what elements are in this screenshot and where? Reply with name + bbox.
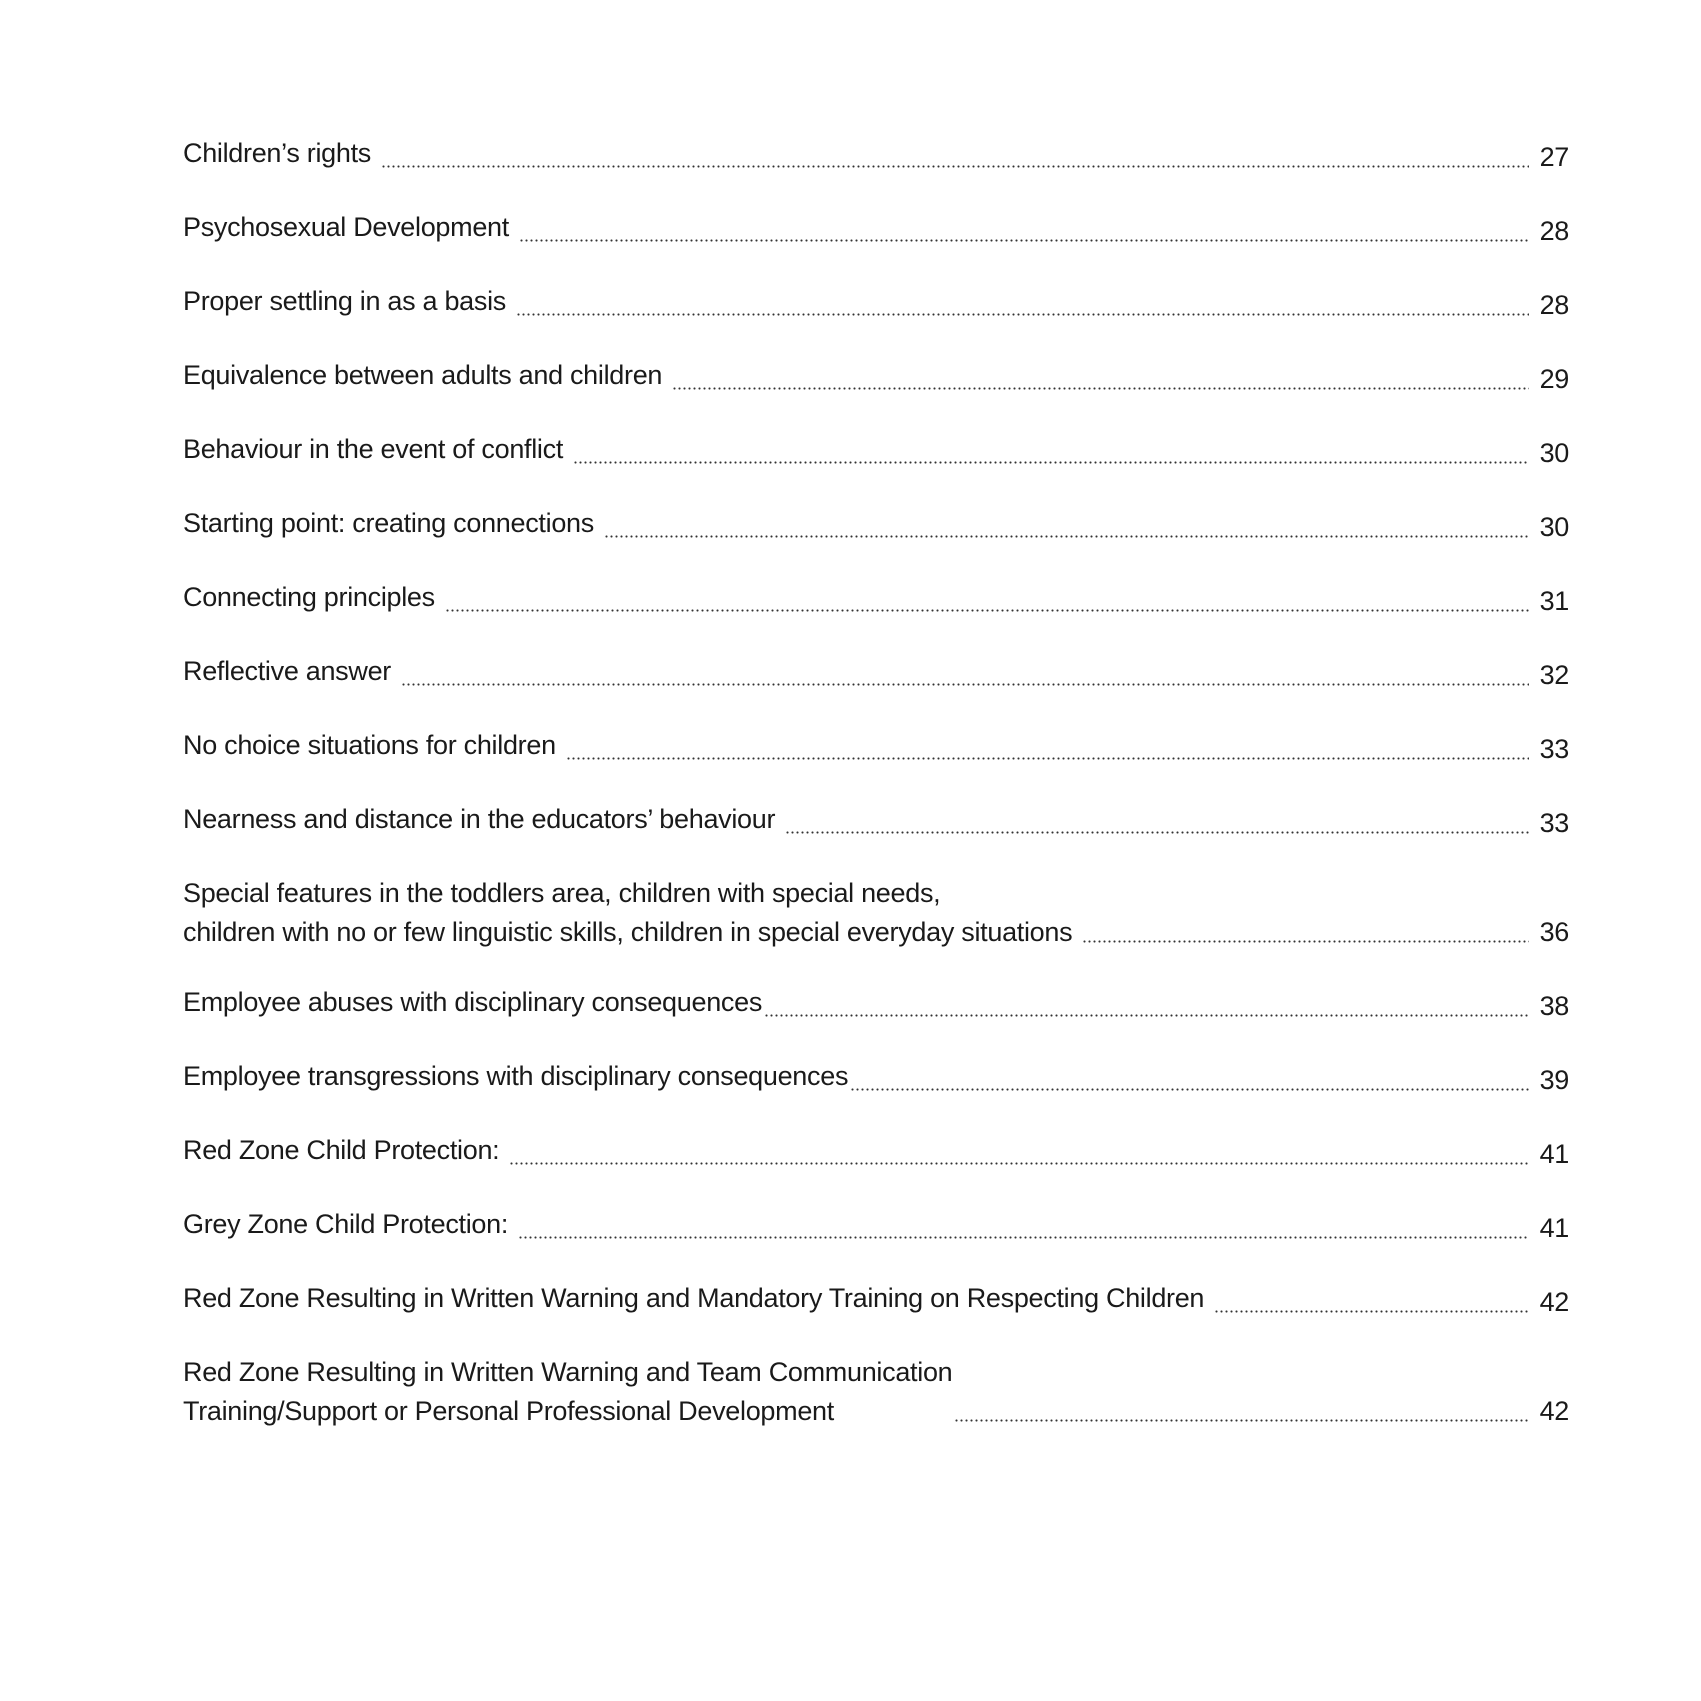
- dot-leader: [1082, 915, 1529, 950]
- toc-entry[interactable]: [183, 876, 1569, 950]
- toc-entry-title-line: No choice situations for children: [183, 730, 556, 760]
- toc-page-number: 28: [1539, 216, 1569, 246]
- toc-entry[interactable]: [183, 1059, 1569, 1098]
- toc-page-number: 41: [1539, 1139, 1569, 1169]
- toc-entry-title-line: Grey Zone Child Protection:: [183, 1209, 509, 1239]
- dot-leader: [509, 1137, 1529, 1172]
- dot-leader: [516, 288, 1529, 323]
- toc-entry[interactable]: [183, 432, 1569, 471]
- toc-entry[interactable]: [183, 985, 1569, 1024]
- toc-entry[interactable]: [183, 506, 1569, 545]
- toc-page-number: 27: [1539, 142, 1569, 172]
- dot-leader: [1214, 1285, 1529, 1320]
- dot-leader: [954, 1394, 1529, 1429]
- toc-entry[interactable]: [183, 1281, 1569, 1320]
- toc-entry-title: [183, 1207, 508, 1246]
- toc-entry-title-line: Proper settling in as a basis: [183, 286, 506, 316]
- toc-entry-title: [183, 802, 775, 841]
- dot-leader: [401, 658, 1529, 693]
- toc-entry-title-line: Nearness and distance in the educators’ behaviour: [183, 804, 776, 834]
- toc-page-number: 28: [1539, 290, 1569, 320]
- table-of-contents: [183, 136, 1569, 1464]
- toc-entry[interactable]: [183, 1133, 1569, 1172]
- toc-entry[interactable]: [183, 728, 1569, 767]
- toc-entry[interactable]: [183, 284, 1569, 323]
- toc-entry-title-line: Equivalence between adults and children: [183, 360, 663, 390]
- dot-leader: [785, 806, 1529, 841]
- dot-leader: [672, 362, 1529, 397]
- toc-entry-title: [183, 210, 509, 249]
- toc-entry-title-line: Red Zone Resulting in Written Warning and Mandatory Training on Respecting Children: [183, 1283, 1205, 1313]
- toc-entry[interactable]: [183, 210, 1569, 249]
- dot-leader: [850, 1063, 1529, 1098]
- dot-leader: [566, 732, 1529, 767]
- dot-leader: [604, 510, 1529, 545]
- toc-entry-title-line: Training/Support or Personal Professional Development: [183, 1396, 834, 1426]
- toc-page-number: 33: [1539, 808, 1569, 838]
- toc-page-number: 42: [1539, 1287, 1569, 1317]
- toc-entry-title: [183, 506, 594, 545]
- toc-entry[interactable]: [183, 1207, 1569, 1246]
- toc-page-number: 33: [1539, 734, 1569, 764]
- toc-entry-title-line: Starting point: creating connections: [183, 508, 594, 538]
- toc-entry-title-line: Reflective answer: [183, 656, 391, 686]
- toc-entry-title: [183, 1281, 1204, 1320]
- toc-page-number: 31: [1539, 586, 1569, 616]
- toc-page-number: 30: [1539, 512, 1569, 542]
- toc-page-number: 39: [1539, 1065, 1569, 1095]
- toc-entry-title: [183, 654, 391, 693]
- toc-entry-title: [183, 432, 563, 471]
- toc-page-number: 36: [1539, 917, 1569, 947]
- toc-entry-title: [183, 580, 435, 619]
- dot-leader: [764, 989, 1529, 1024]
- toc-entry-title: [183, 284, 506, 323]
- toc-entry-title-line: Red Zone Resulting in Written Warning and Team Communication: [183, 1357, 953, 1387]
- toc-entry[interactable]: [183, 802, 1569, 841]
- toc-page-number: 29: [1539, 364, 1569, 394]
- toc-entry-title: [183, 358, 662, 397]
- dot-leader: [519, 214, 1529, 249]
- toc-entry-title-line: Children’s rights: [183, 138, 371, 168]
- dot-leader: [445, 584, 1529, 619]
- toc-entry-title: [183, 136, 371, 175]
- toc-page-number: 32: [1539, 660, 1569, 690]
- toc-page-number: 30: [1539, 438, 1569, 468]
- toc-entry-title: [183, 1355, 952, 1429]
- toc-entry-title-line: Special features in the toddlers area, children with special needs,: [183, 878, 941, 908]
- toc-entry-title: [183, 1059, 848, 1098]
- toc-page-number: 41: [1539, 1213, 1569, 1243]
- toc-entry-title: [183, 985, 762, 1024]
- toc-page-number: 42: [1539, 1396, 1569, 1426]
- toc-entry[interactable]: [183, 136, 1569, 175]
- toc-entry[interactable]: [183, 1355, 1569, 1429]
- toc-entry-title-line: Red Zone Child Protection:: [183, 1135, 500, 1165]
- toc-entry-title-line: Employee transgressions with disciplinary consequences: [183, 1061, 849, 1091]
- toc-entry-title: [183, 728, 556, 767]
- dot-leader: [381, 140, 1529, 175]
- toc-entry[interactable]: [183, 580, 1569, 619]
- toc-entry[interactable]: [183, 358, 1569, 397]
- toc-entry-title-line: children with no or few linguistic skills, children in special everyday situations: [183, 917, 1073, 947]
- toc-entry-title-line: Employee abuses with disciplinary consequences: [183, 987, 763, 1017]
- toc-entry-title: [183, 876, 1072, 950]
- toc-entry-title-line: Behaviour in the event of conflict: [183, 434, 564, 464]
- toc-entry-title-line: Psychosexual Development: [183, 212, 509, 242]
- toc-page-number: 38: [1539, 991, 1569, 1021]
- toc-entry-title-line: Connecting principles: [183, 582, 435, 612]
- dot-leader: [573, 436, 1529, 471]
- dot-leader: [518, 1211, 1529, 1246]
- toc-entry-title: [183, 1133, 499, 1172]
- toc-entry[interactable]: [183, 654, 1569, 693]
